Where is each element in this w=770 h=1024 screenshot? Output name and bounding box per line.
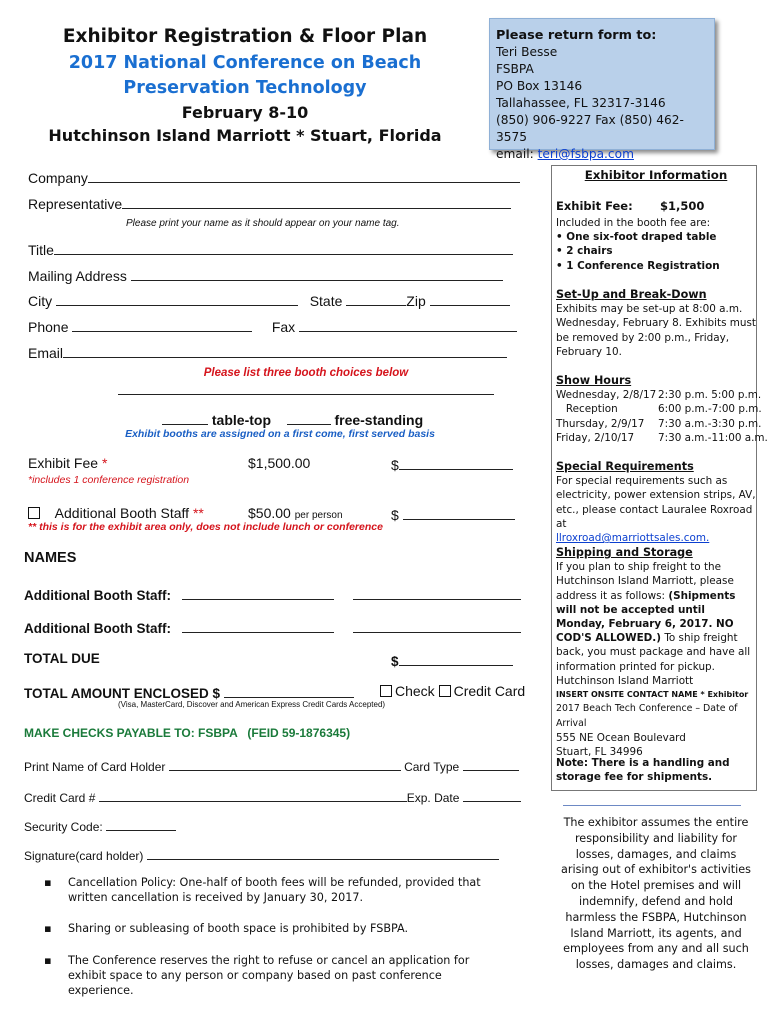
shipping-address: Hutchinson Island Marriott INSERT ONSITE CONTACT NAME * Exhibitor 2017 Beach Tech Conference – Date of Arrival 555 NE Ocean Boulevard Stuart, FL 34996 bbox=[556, 675, 749, 759]
phone-label: Phone bbox=[28, 319, 69, 335]
name-tag-note: Please print your name as it should appear on your name tag. bbox=[126, 218, 400, 229]
exhibit-fee-row: Exhibit Fee: $1,500 bbox=[556, 199, 705, 213]
handling-note: Note: There is a handling and storage fee for shipments. bbox=[556, 757, 730, 784]
special-email-link[interactable]: llroxroad@marriottsales.com. bbox=[556, 532, 710, 545]
payment-method bbox=[380, 683, 525, 699]
signature-field[interactable]: Signature(card holder) bbox=[24, 847, 499, 863]
staff-area-note: ** this is for the exhibit area only, does not include lunch or conference bbox=[28, 521, 383, 533]
setup-section: Set-Up and Break-Down Exhibits may be set-up at 8:00 a.m. Wednesday, February 8. Exhibits must be removed by 2:00 p.m., Friday, February 10. bbox=[556, 288, 756, 358]
total-enclosed-field[interactable]: TOTAL AMOUNT ENCLOSED $ bbox=[24, 683, 354, 701]
booth-choices-heading: Please list three booth choices below bbox=[203, 367, 409, 379]
security-code-field[interactable]: Security Code: bbox=[24, 818, 176, 834]
city-label: City bbox=[28, 293, 53, 309]
booth-assignment-note: Exhibit booths are assigned on a first come, first served basis bbox=[125, 428, 435, 440]
additional-staff-total-field[interactable]: $ bbox=[391, 505, 515, 523]
conference-dates: February 8-10 bbox=[181, 103, 309, 122]
names-heading: NAMES bbox=[24, 550, 77, 566]
check-label: Check bbox=[395, 683, 435, 699]
state-label: State bbox=[309, 293, 343, 309]
additional-staff-checkbox[interactable] bbox=[28, 507, 40, 519]
return-name: Teri Besse bbox=[496, 45, 558, 59]
includes-registration-note: *includes 1 conference registration bbox=[28, 474, 190, 486]
credit-card-label: Credit Card bbox=[453, 683, 526, 699]
zip-label: Zip bbox=[406, 293, 426, 309]
return-address-box bbox=[489, 18, 715, 161]
mailing-address-label: Mailing Address bbox=[28, 268, 127, 284]
divider bbox=[563, 805, 741, 806]
credit-card-checkbox[interactable] bbox=[439, 685, 451, 697]
included-items: Included in the booth fee are: • One six-foot draped table • 2 chairs • 1 Conference Registration bbox=[556, 216, 756, 273]
additional-staff-row[interactable]: Additional Booth Staff ** bbox=[28, 505, 204, 521]
credit-card-number-field[interactable]: Credit Card # Exp. Date bbox=[24, 789, 521, 805]
checks-payable-note: MAKE CHECKS PAYABLE TO: FSBPA (FEID 59-1876345) bbox=[24, 726, 351, 740]
table-top-label: table-top bbox=[211, 412, 271, 428]
mailing-address-field[interactable] bbox=[28, 266, 503, 284]
form-title: Exhibitor Registration & Floor Plan bbox=[62, 26, 428, 47]
check-checkbox[interactable] bbox=[380, 685, 392, 697]
representative-field[interactable] bbox=[28, 194, 511, 212]
show-hours-row: Reception 6:00 p.m.-7:00 p.m. bbox=[556, 403, 762, 416]
liability-statement: The exhibitor assumes the entire responsibility and liability for losses, damages, and claims arising out of exhibitor's activities on the Hotel premises and will indemnify, defend and hold harmless the FSBPA, Hutchinson Island Marriott, its agents, and employees from any and all such losses, damages and claims. bbox=[561, 816, 751, 972]
conference-name-line1: 2017 National Conference on Beach bbox=[68, 53, 422, 73]
card-holder-field[interactable]: Print Name of Card Holder Card Type bbox=[24, 758, 519, 774]
total-due-field[interactable]: $ bbox=[391, 651, 513, 669]
return-email-link[interactable]: teri@fsbpa.com bbox=[537, 147, 634, 161]
booth-type-field[interactable] bbox=[162, 410, 423, 428]
cards-accepted-note: (Visa, MasterCard, Discover and American Express Credit Cards Accepted) bbox=[118, 700, 386, 709]
fax-label: Fax bbox=[271, 319, 296, 335]
return-org: FSBPA bbox=[496, 62, 534, 76]
additional-booth-staff-1[interactable]: Additional Booth Staff: bbox=[24, 585, 521, 603]
show-hours-section: Show Hours Wednesday, 2/8/17 2:30 p.m. 5:00 p.m. Reception 6:00 p.m.-7:00 p.m. Thursday, 2/9/17 7:30 a.m.-3:30 p.m. Friday, 2/10/17 7:30 a.m.-11:00 a.m. bbox=[556, 374, 768, 444]
representative-label: Representative bbox=[28, 196, 123, 212]
company-field[interactable] bbox=[28, 168, 520, 186]
return-phone-fax: (850) 906-9227 Fax (850) 462-3575 bbox=[496, 113, 684, 144]
special-requirements-section: Special Requirements For special requirements such as electricity, power extension strips, AV, etc., please contact Lauralee Roxroad at llroxroad@marriottsales.com. bbox=[556, 460, 756, 545]
shipping-section: Shipping and Storage If you plan to ship freight to the Hutchinson Island Marriott, please address it as follows: (Shipments will not be accepted until Monday, February 6, 2017. NO COD'S ALLOWED.) To ship freight back, you must package and have all information printed for pickup. bbox=[556, 546, 751, 673]
title-label: Title bbox=[28, 242, 54, 258]
additional-booth-staff-2[interactable]: Additional Booth Staff: bbox=[24, 618, 521, 636]
policy-item: ▪ Sharing or subleasing of booth space is prohibited by FSBPA. bbox=[44, 922, 409, 935]
return-email-label: email: bbox=[496, 147, 538, 161]
policy-item: ▪ The Conference reserves the right to refuse or cancel an application for exhibit space to any person or company based on past conference experience. bbox=[44, 954, 470, 997]
exhibit-fee-amount: $1,500.00 bbox=[248, 455, 311, 471]
email-label: Email bbox=[28, 345, 64, 361]
policy-item: ▪ Cancellation Policy: One-half of booth fees will be refunded, provided that written cancellation is received by January 30, 2017. bbox=[44, 876, 481, 904]
show-hours-row: Thursday, 2/9/17 7:30 a.m.-3:30 p.m. bbox=[556, 417, 762, 430]
exhibit-fee-total-field[interactable]: $ bbox=[391, 455, 513, 473]
city-state-zip-field[interactable] bbox=[28, 291, 510, 309]
included-item: • 1 Conference Registration bbox=[556, 259, 720, 272]
company-label: Company bbox=[28, 170, 88, 186]
show-hours-row: Friday, 2/10/17 7:30 a.m.-11:00 a.m. bbox=[556, 431, 768, 444]
included-item: • One six-foot draped table bbox=[556, 231, 717, 244]
conference-name-line2: Preservation Technology bbox=[123, 78, 367, 98]
return-heading: Please return form to: bbox=[496, 28, 657, 43]
return-po-box: PO Box 13146 bbox=[496, 79, 583, 93]
booth-choices-line[interactable] bbox=[118, 380, 494, 395]
exhibitor-info-heading: Exhibitor Information bbox=[584, 168, 728, 182]
exhibit-fee-label: Exhibit Fee * bbox=[28, 455, 108, 471]
additional-staff-label: Additional Booth Staff bbox=[54, 505, 190, 521]
included-item: • 2 chairs bbox=[556, 245, 613, 258]
conference-venue: Hutchinson Island Marriott * Stuart, Florida bbox=[48, 126, 442, 145]
additional-staff-amount: $50.00 per person bbox=[248, 505, 343, 521]
title-field[interactable] bbox=[28, 240, 513, 258]
free-standing-label: free-standing bbox=[334, 412, 424, 428]
phone-fax-field[interactable] bbox=[28, 317, 517, 335]
show-hours-row: Wednesday, 2/8/17 2:30 p.m. 5:00 p.m. bbox=[556, 389, 762, 402]
email-field[interactable] bbox=[28, 343, 507, 361]
return-city: Tallahassee, FL 32317-3146 bbox=[496, 96, 666, 110]
total-due-label: TOTAL DUE bbox=[24, 651, 100, 666]
